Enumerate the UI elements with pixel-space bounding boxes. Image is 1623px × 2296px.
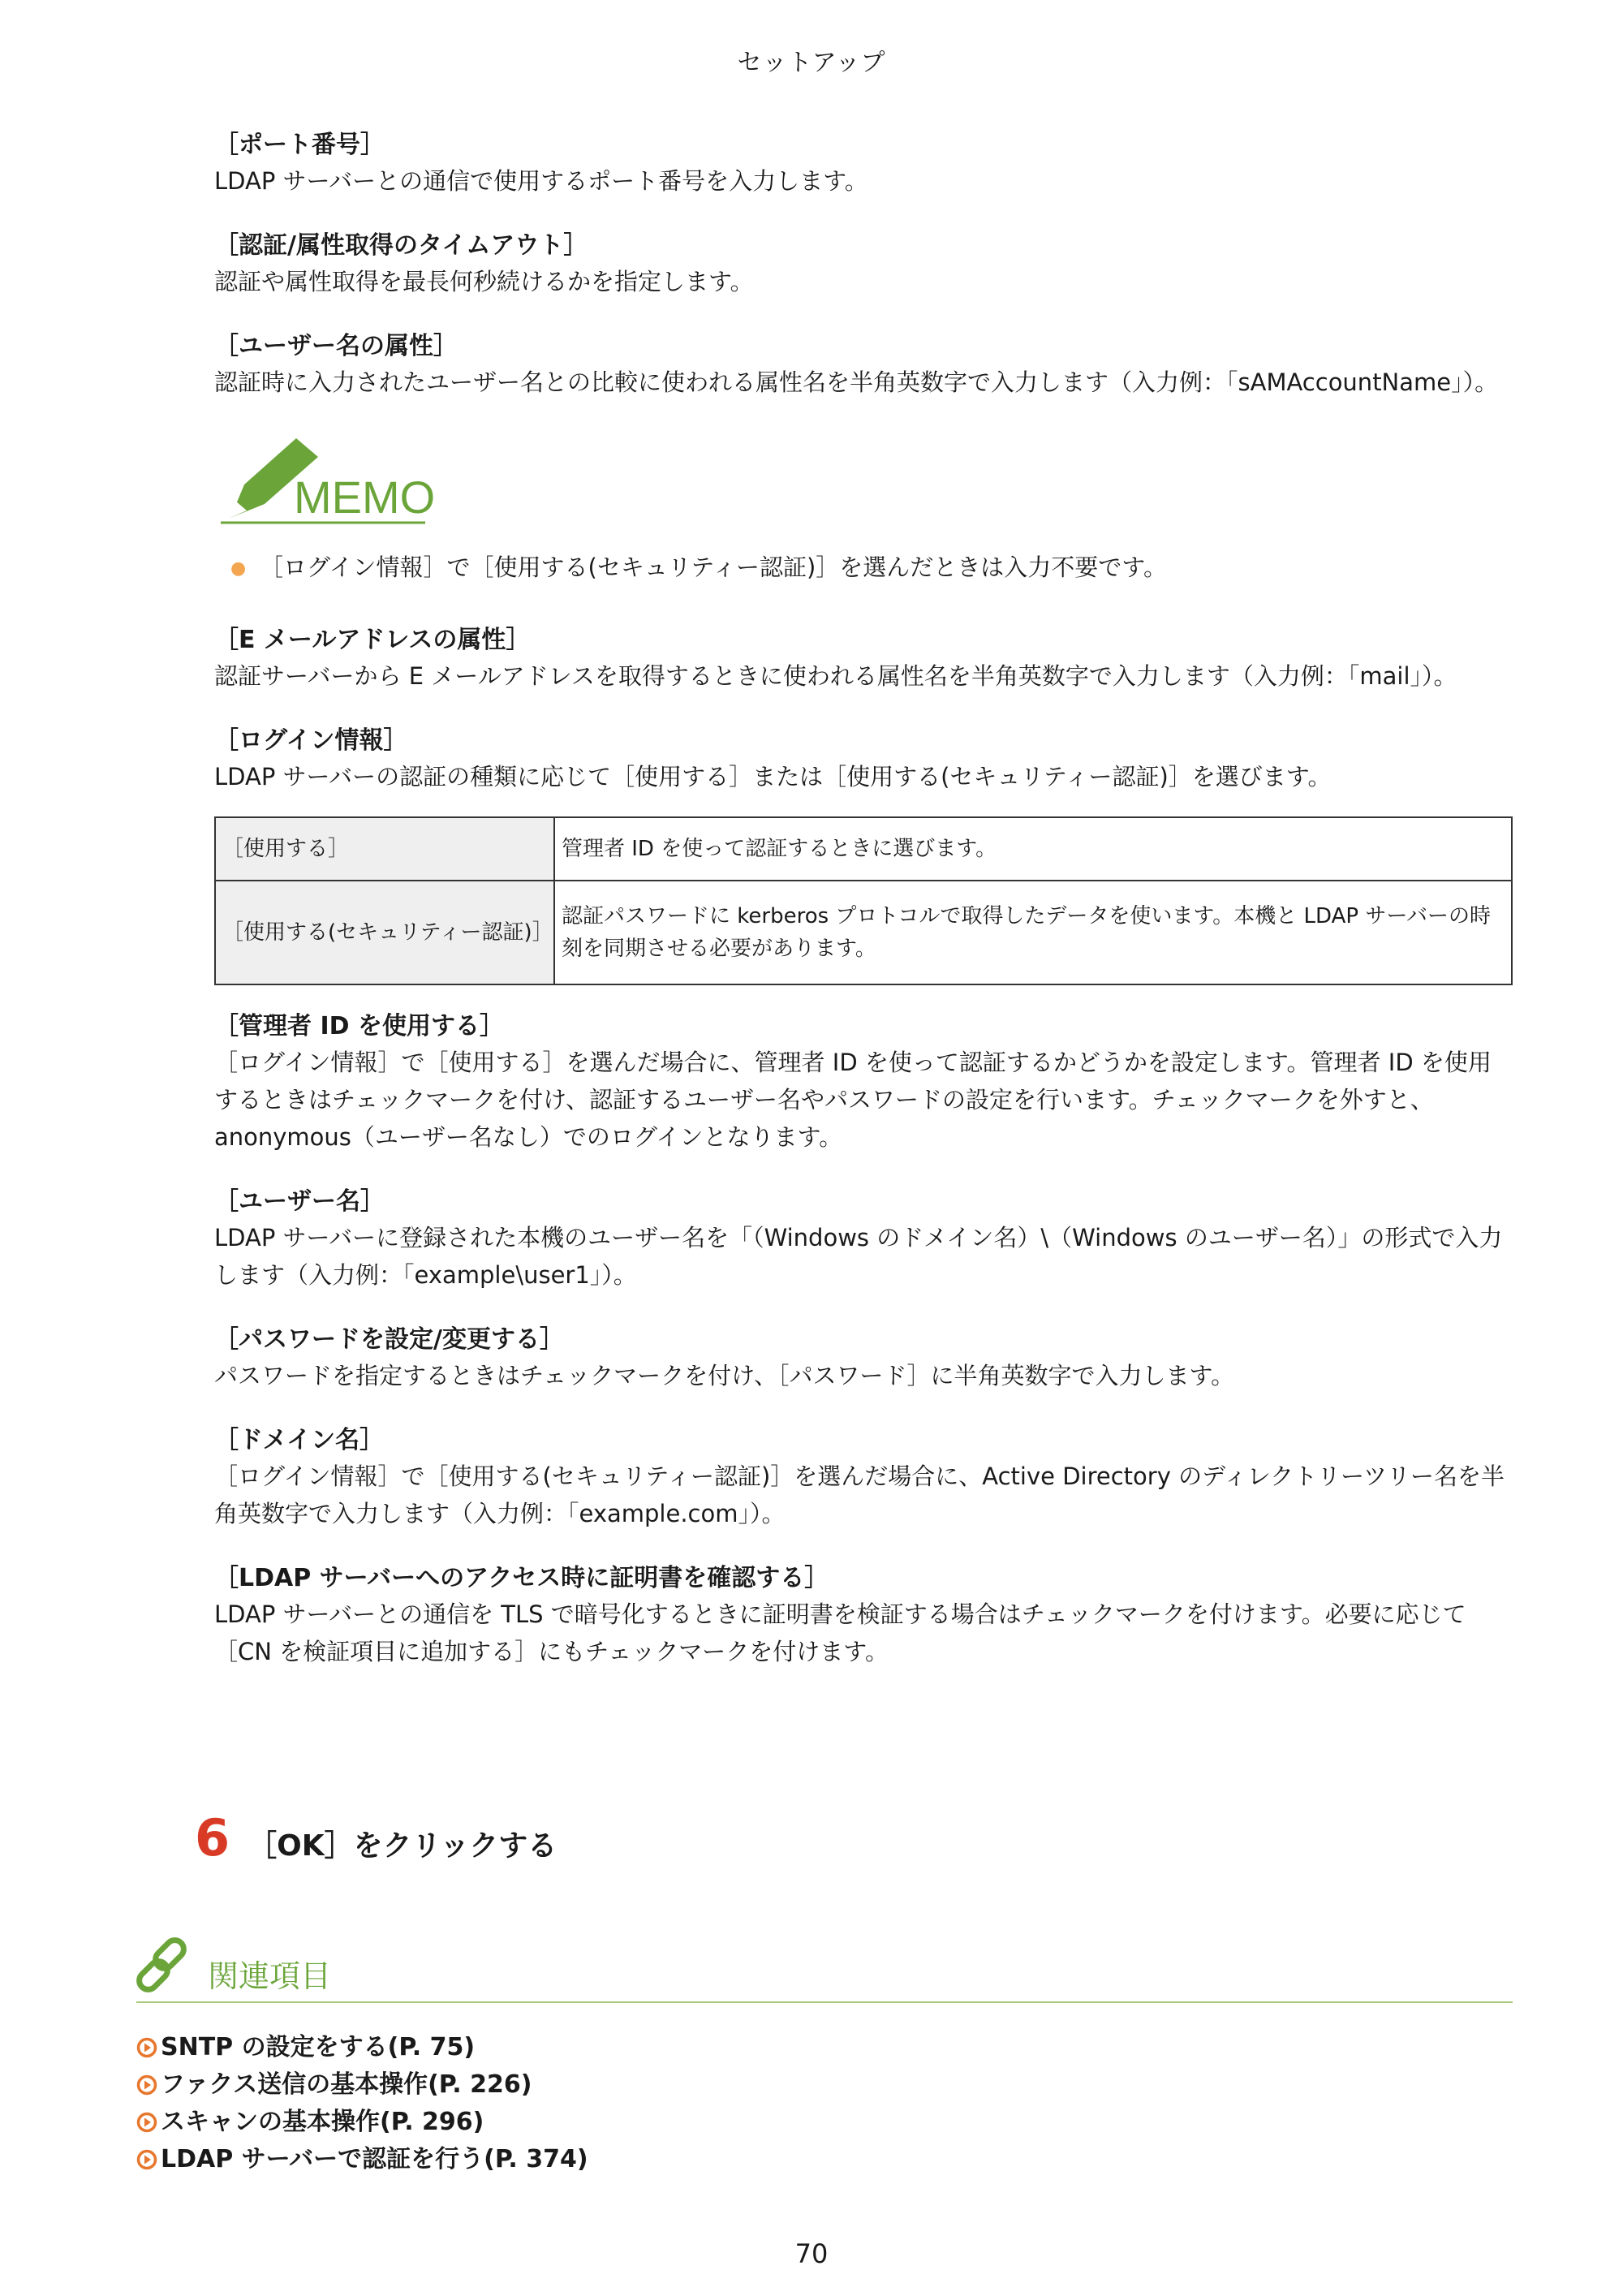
item-email-attribute [214,623,1513,695]
item-description: 認証時に入力されたユーザー名との比較に使われる属性名を半角英数字で入力します（入力例：「sAMAccountName」）。 [214,368,1499,396]
item-title: ［ポート番号］ [214,131,385,159]
item-description: 認証や属性取得を最長何秒続けるかを指定します。 [214,268,754,295]
page-number: 70 [794,2238,829,2269]
item-description: ［ログイン情報］で［使用する］を選んだ場合に、管理者 ID を使って認証するかどうかを設定します。管理者 ID を使用するときはチェックマークを付け、認証するユーザー名やパスワードの設定を行います。チェックマークを外すと、anonymous（ユーザー名なし）でのログインとなります。 [214,1049,1492,1151]
item-title: ［ユーザー名］ [214,1187,385,1216]
link-scan-basic[interactable] [136,2104,1513,2141]
chain-link-icon [136,1933,200,1997]
memo-pencil-icon [216,433,435,531]
memo-label: MEMO [294,472,435,523]
item-description: パスワードを指定するときはチェックマークを付け、［パスワード］に半角英数字で入力します。 [214,1362,1235,1389]
item-login-info [214,724,1513,795]
memo-block [214,433,1513,588]
memo-note-text: ［ログイン情報］で［使用する(セキュリティー認証)］を選んだときは入力不要です。 [260,554,1167,581]
item-title: ［E メールアドレスの属性］ [214,626,531,654]
item-description: LDAP サーバーの認証の種類に応じて［使用する］または［使用する(セキュリティー認証)］を選びます。 [214,763,1332,790]
table-row [215,881,1512,984]
item-title: ［LDAP サーバーへのアクセス時に証明書を確認する］ [214,1564,829,1592]
link-fax-basic[interactable] [136,2066,1513,2104]
item-title: ［ログイン情報］ [214,726,408,755]
circle-arrow-icon [136,2037,157,2058]
main-content [214,128,1513,1699]
item-password [214,1323,1513,1394]
bullet-dot-icon: ● [230,558,247,579]
circle-arrow-icon [136,2074,157,2096]
item-title: ［管理者 ID を使用する］ [214,1012,504,1040]
step-instruction: ［OK］をクリックする [248,1829,558,1863]
link-label[interactable]: ファクス送信の基本操作(P. 226) [161,2070,532,2099]
item-description: LDAP サーバーに登録された本機のユーザー名を「（Windows のドメイン名）\（Windows のユーザー名）」の形式で入力します（入力例：「example\user1」）。 [214,1224,1503,1289]
related-topics [136,1933,1513,2178]
memo-note [214,549,1513,588]
circle-arrow-icon [136,2149,157,2170]
step-6 [195,1808,557,1867]
item-username [214,1185,1513,1294]
item-domain-name [214,1424,1513,1532]
item-timeout [214,229,1513,300]
item-username-attribute [214,330,1513,401]
table-value-cell: 管理者 ID を使って認証するときに選びます。 [554,817,1512,881]
item-port-number [214,128,1513,200]
item-title: ［認証/属性取得のタイムアウト］ [214,231,588,260]
link-label[interactable]: LDAP サーバーで認証を行う(P. 374) [161,2145,588,2173]
circle-arrow-icon [136,2112,157,2133]
table-key-cell: ［使用する(セキュリティー認証)］ [215,881,554,984]
related-title: 関連項目 [208,1958,332,1994]
table-row [215,817,1512,881]
login-info-table [214,816,1513,985]
link-sntp-settings[interactable] [136,2029,1513,2066]
link-label[interactable]: スキャンの基本操作(P. 296) [161,2108,484,2136]
running-header: セットアップ [737,49,886,77]
item-title: ［ユーザー名の属性］ [214,332,458,360]
item-title: ［パスワードを設定/変更する］ [214,1325,564,1354]
item-admin-id [214,1010,1513,1156]
related-header [136,1933,1513,2003]
table-value-cell: 認証パスワードに kerberos プロトコルで取得したデータを使います。本機と LDAP サーバーの時刻を同期させる必要があります。 [554,881,1512,984]
item-certificate-check [214,1562,1513,1670]
related-links [136,2029,1513,2178]
step-number: 6 [195,1808,230,1867]
table-key-cell: ［使用する］ [215,817,554,881]
item-description: LDAP サーバーとの通信で使用するポート番号を入力します。 [214,167,868,195]
item-title: ［ドメイン名］ [214,1426,385,1454]
link-ldap-auth[interactable] [136,2141,1513,2178]
link-label[interactable]: SNTP の設定をする(P. 75) [161,2033,476,2061]
item-description: LDAP サーバーとの通信を TLS で暗号化するときに証明書を検証する場合はチェックマークを付けます。必要に応じて［CN を検証項目に追加する］にもチェックマークを付けます。 [214,1600,1466,1665]
item-description: ［ログイン情報］で［使用する(セキュリティー認証)］を選んだ場合に、Active Directory のディレクトリーツリー名を半角英数字で入力します（入力例：「example.com」）。 [214,1462,1505,1527]
item-description: 認証サーバーから E メールアドレスを取得するときに使われる属性名を半角英数字で入力します（入力例：「mail」）。 [214,662,1457,690]
